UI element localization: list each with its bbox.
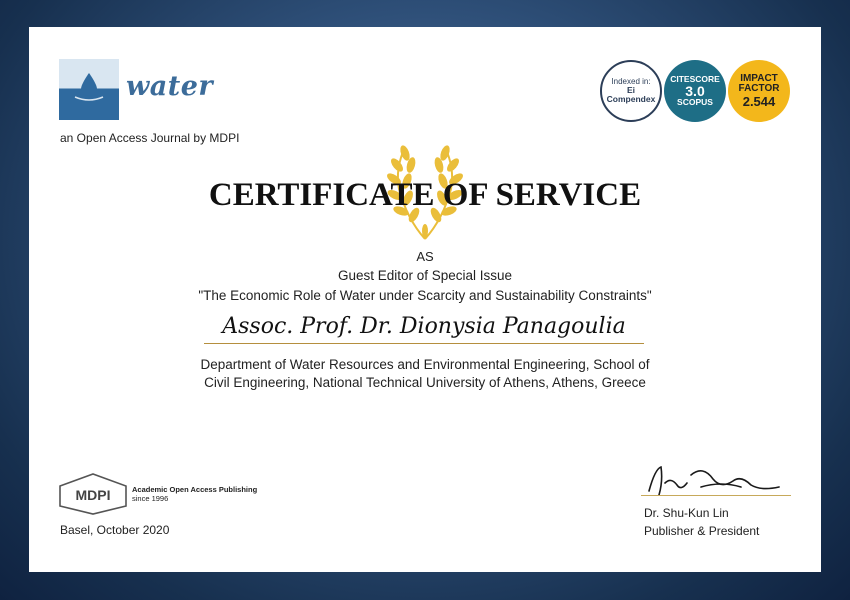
indexed-label: Indexed in:: [611, 76, 651, 86]
journal-logo-word: water: [126, 71, 214, 102]
citescore-source: SCOPUS: [677, 97, 713, 108]
affiliation-line-1: Department of Water Resources and Environmental Engineering, School of: [200, 357, 650, 372]
mdpi-tagline-main: Academic Open Access Publishing: [132, 485, 258, 494]
recipient-name: Assoc. Prof. Dr. Dionysia Panagoulia: [222, 314, 626, 339]
recipient-affiliation: [29, 356, 821, 392]
indexed-name: Ei Compendex: [606, 85, 656, 105]
citescore-label: CITESCORE: [670, 73, 720, 84]
signer-block: [644, 504, 759, 540]
mdpi-since: since 1996: [132, 494, 169, 503]
impact-factor-badge: [728, 60, 790, 122]
signer-title: Publisher & President: [644, 524, 760, 538]
place-and-date: Basel, October 2020: [60, 523, 170, 537]
mdpi-tagline: [132, 485, 257, 503]
journal-subtitle: an Open Access Journal by MDPI: [60, 131, 240, 145]
certificate-card: [29, 27, 821, 572]
water-drop-icon: [59, 59, 119, 120]
mdpi-logo-text: MDPI: [75, 487, 111, 503]
affiliation-line-2: Civil Engineering, National Technical University of Athens, Athens, Greece: [204, 375, 646, 390]
impact-label-1: IMPACT: [740, 72, 778, 84]
ei-compendex-badge: [600, 60, 662, 122]
certificate-title: CERTIFICATE OF SERVICE: [208, 177, 642, 213]
impact-label-2: FACTOR: [738, 83, 780, 95]
citescore-badge: [664, 60, 726, 122]
signature-line: [641, 495, 791, 496]
as-label: AS: [416, 249, 434, 264]
mdpi-logo: [58, 472, 128, 516]
recipient-underline: [204, 343, 644, 344]
special-issue-title: "The Economic Role of Water under Scarcity and Sustainability Constraints": [198, 288, 652, 303]
signer-name: Dr. Shu-Kun Lin: [644, 506, 729, 520]
impact-value: 2.544: [742, 93, 776, 109]
citescore-value: 3.0: [685, 82, 705, 99]
role-text: Guest Editor of Special Issue: [337, 268, 513, 283]
